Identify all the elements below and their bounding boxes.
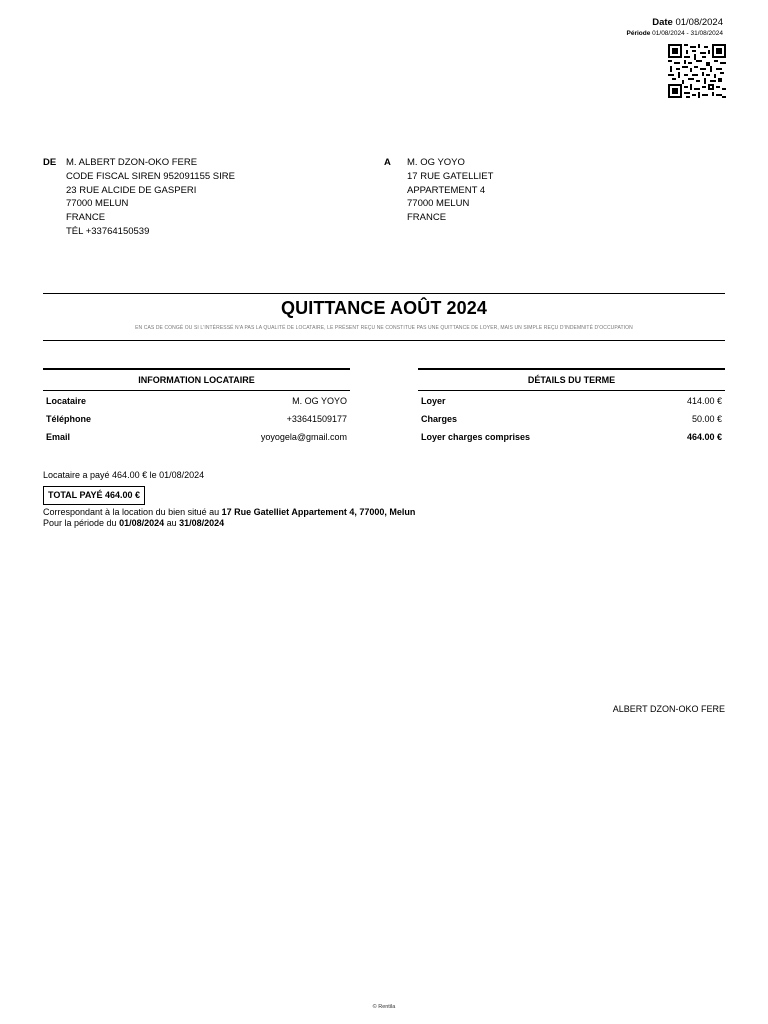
row-key: Email <box>46 432 71 442</box>
table-row <box>418 392 725 410</box>
row-value: 414.00 € <box>686 396 722 406</box>
tenant-line: FRANCE <box>407 212 447 224</box>
landlord-line: 23 RUE ALCIDE DE GASPERI <box>66 184 197 196</box>
row-value: 50.00 € <box>691 414 722 424</box>
landlord-line: TÉL +33764150539 <box>66 225 150 237</box>
receipt-period <box>627 29 724 38</box>
period-start: 01/08/2024 <box>119 517 165 528</box>
date-value: 01/08/2024 <box>675 17 723 28</box>
signature-name: ALBERT DZON-OKO FERE <box>612 704 725 714</box>
qr-code-icon <box>668 44 726 98</box>
tenant-tag: A <box>384 157 391 168</box>
landlord-line: FRANCE <box>66 212 106 224</box>
period-value: 01/08/2024 - 31/08/2024 <box>652 30 723 37</box>
page-title: QUITTANCE AOÛT 2024 <box>281 298 487 318</box>
receipt-date <box>627 17 724 29</box>
location-address: 17 Rue Gatelliet Appartement 4, 77000, Melun <box>221 507 416 517</box>
tenant-line: APPARTEMENT 4 <box>407 184 486 196</box>
row-value: 464.00 € <box>686 432 722 442</box>
period-prefix: Pour la période du <box>43 517 120 528</box>
landlord-address <box>66 156 235 239</box>
tenant-line: 77000 MELUN <box>407 198 470 210</box>
table-row <box>43 410 350 428</box>
table-row <box>43 428 350 446</box>
row-key: Locataire <box>46 396 87 406</box>
total-paid-box: TOTAL PAYÉ 464.00 € <box>43 486 145 505</box>
landlord-line: M. ALBERT DZON-OKO FERE <box>66 157 198 168</box>
location-description <box>43 507 415 528</box>
term-details-table <box>418 368 725 446</box>
tenant-line: M. OG YOYO <box>407 157 465 168</box>
payment-line: Locataire a payé 464.00 € le 01/08/2024 <box>43 470 205 480</box>
row-key: Charges <box>421 414 458 424</box>
table-row <box>418 428 725 446</box>
row-key: Téléphone <box>46 414 92 424</box>
row-key: Loyer <box>421 396 446 406</box>
footer-copyright: © Rentila <box>372 1004 396 1010</box>
row-key: Loyer charges comprises <box>421 432 531 442</box>
row-value: yoyogela@gmail.com <box>260 432 347 442</box>
tenant-info-heading: INFORMATION LOCATAIRE <box>43 368 350 391</box>
row-value: +33641509177 <box>286 414 347 424</box>
landlord-line: CODE FISCAL SIREN 952091155 SIRE <box>66 170 235 182</box>
disclaimer: EN CAS DE CONGÉ OU SI L'INTÉRESSÉ N'A PAS LA QUALITÉ DE LOCATAIRE, LE PRÉSENT REÇU NE CONSTITUE PAS UNE QUITTANCE DE LOYER, MAIS UN SIMPLE REÇU D'INDEMNITÉ D'OCCUPATION <box>135 325 633 331</box>
table-row <box>418 410 725 428</box>
title-top-rule <box>43 293 725 294</box>
title-bottom-rule <box>43 340 725 341</box>
tenant-info-table <box>43 368 350 446</box>
header-meta <box>627 17 724 38</box>
location-prefix: Correspondant à la location du bien situé au <box>43 507 222 517</box>
landlord-tag: DE <box>43 157 57 168</box>
period-label: Période <box>626 30 651 37</box>
period-mid: au <box>164 517 180 528</box>
landlord-line: 77000 MELUN <box>66 198 129 210</box>
tenant-address <box>407 156 493 225</box>
period-end: 31/08/2024 <box>179 517 225 528</box>
term-details-heading: DÉTAILS DU TERME <box>418 368 725 391</box>
row-value: M. OG YOYO <box>292 396 347 406</box>
table-row <box>43 392 350 410</box>
tenant-line: 17 RUE GATELLIET <box>407 170 494 182</box>
date-label: Date <box>652 17 673 28</box>
